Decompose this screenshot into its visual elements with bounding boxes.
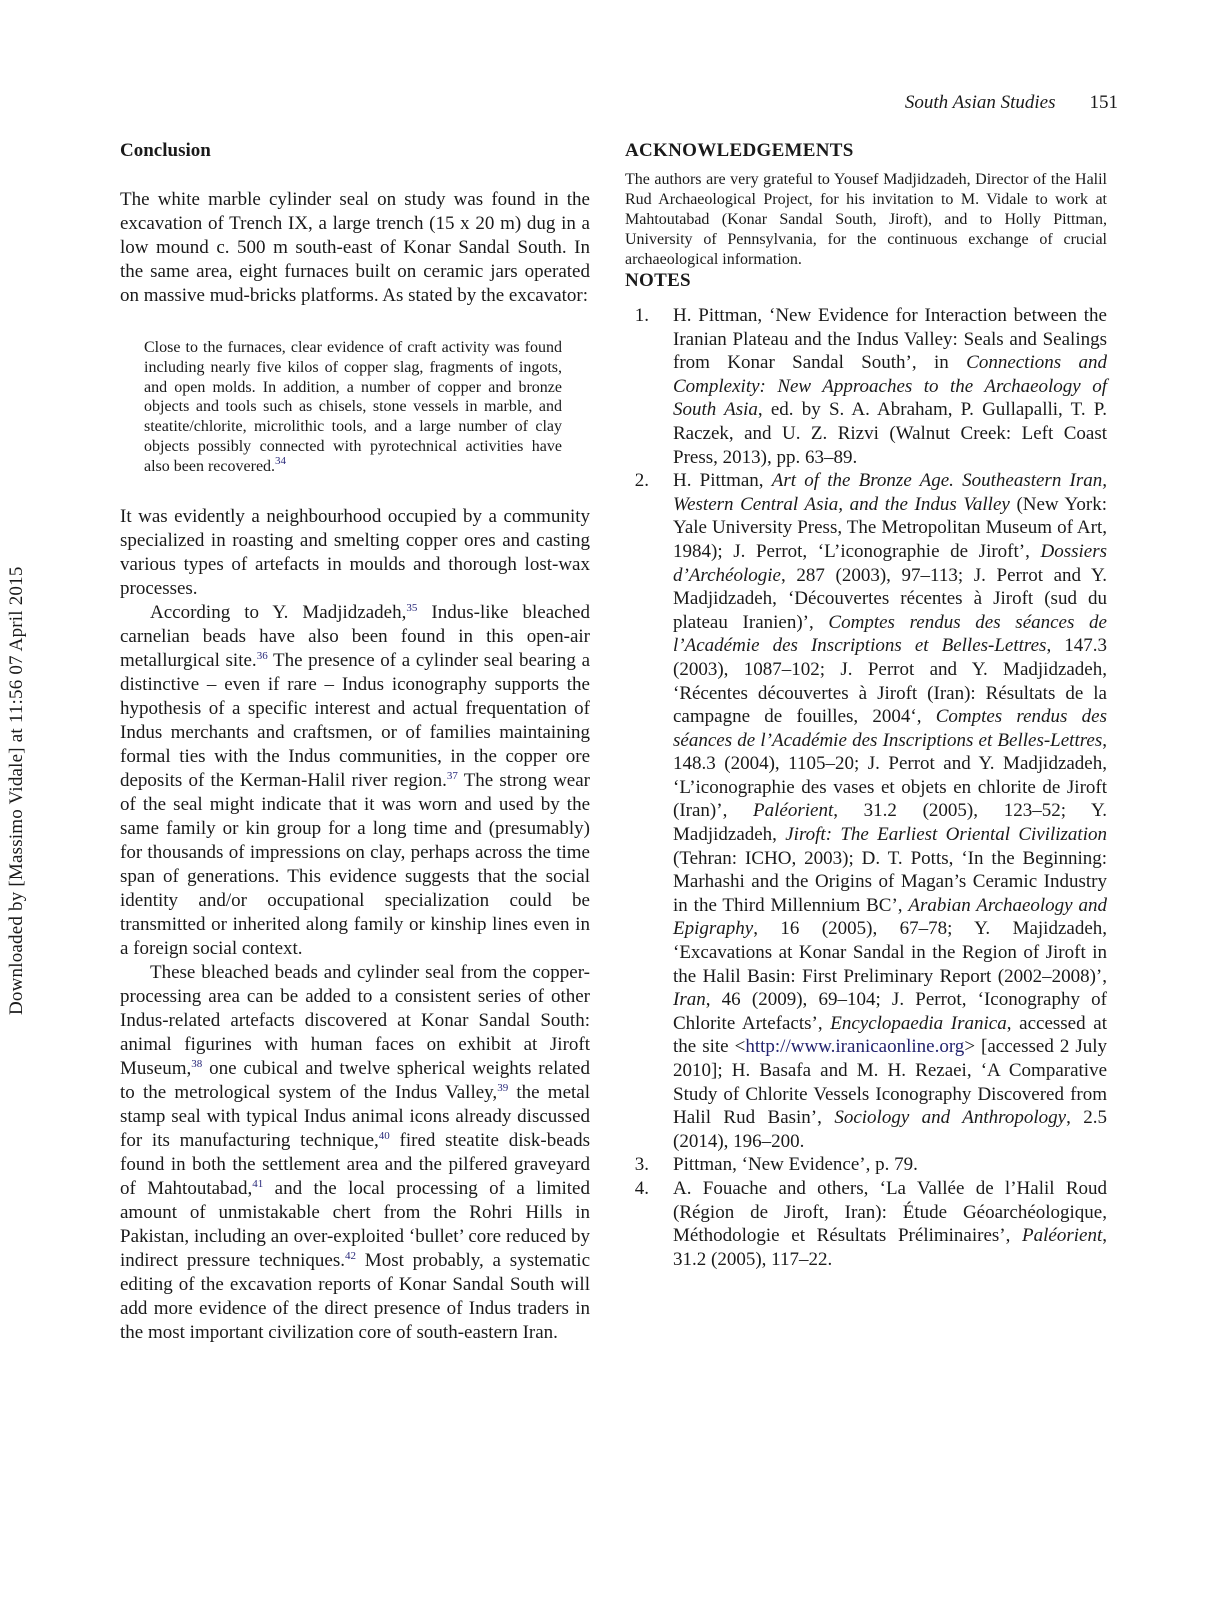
conclusion-paragraph-1: The white marble cylinder seal on study was found in the excavation of Trench IX, a large trench (15 x 20 m) dug in a low mound c. 500 m south-east of Konar Sandal South. In the same area, eight furnaces built on ceramic jars operated on massive mud-bricks platforms. As stated by the excavator: [120,189,590,306]
text-run: , 31.2 (2005), 117–22. [673,1225,1107,1270]
footnote-ref[interactable]: 37 [446,769,458,782]
italic-title: Comptes rendus des séances de l’Académie des Inscriptions et Belles-Lettres [673,706,1108,751]
italic-title: Sociology and Anthropology [834,1107,1067,1129]
footnote-ref[interactable]: 40 [378,1129,390,1142]
text-run: , 147.3 (2003), 1087–102; J. Perrot and Y. Madjidzadeh, ‘Récentes découvertes à Jiroft (Iran): Résultats de la campagne de fouilles, 2004‘, [673,635,1108,728]
footnote-ref[interactable]: 42 [344,1249,356,1262]
text-run: The presence of a cylinder seal bearing a distinctive – even if rare – Indus iconography supports the hypothesis of a specific interest and actual frequentation of Indus merchants and craftsmen, or of families maintaining formal ties with the Indus communities, in the copper ore deposits of the Kerman-Halil river region. [120,649,591,791]
conclusion-paragraph-3 [120,601,590,961]
italic-title: Iran [673,989,706,1011]
note-item [625,1177,1107,1271]
excavator-quote [144,338,562,477]
italic-title: Connections and Complexity: New Approaches to the Archaeology of South Asia [673,352,1107,421]
italic-title: Art of the Bronze Age. Southeastern Iran, Western Central Asia, and the Indus Valley [673,470,1107,515]
text-run: A. Fouache and others, ‘La Vallée de l’Halil Roud (Région de Jiroft, Iran): Étude Géoarchéologique, Méthodologie et Résultats Préliminaires’, [673,1177,1107,1247]
footnote-ref[interactable]: 39 [497,1081,509,1094]
download-watermark: Downloaded by [Massimo Vidale] at 11:56 07 April 2015 [6,566,27,1015]
text-run: the metal stamp seal with typical Indus animal icons already discussed for its manufacturing technique, [120,1081,591,1151]
right-column [625,140,1108,1271]
text-run: > [accessed 2 July 2010]; H. Basafa and M. H. Rezaei, ‘A Comparative Study of Chlorite Vessels Iconography Discovered from Halil Rud Basin’, [673,1036,1108,1129]
text-run: , 46 (2009), 69–104; J. Perrot, ‘Iconography of Chlorite Artefacts’, [673,989,1107,1034]
note-number: 2. [634,470,649,492]
conclusion-paragraph-4 [120,961,590,1345]
text-run: , 31.2 (2005), 123–52; Y. Madjidzadeh, [673,800,1107,846]
italic-title: Paléorient [753,800,834,822]
text-run: , ed. by S. A. Abraham, P. Gullapalli, T. P. Raczek, and U. Z. Rizvi (Walnut Creek: Left Coast Press, 2013), pp. 63–89. [673,399,1108,468]
footnote-ref[interactable]: 36 [256,649,268,662]
notes-heading: NOTES [625,270,691,291]
note-item [625,1153,1107,1177]
running-head [905,92,1118,114]
iranica-link[interactable]: http://www.iranicaonline.org [745,1036,965,1058]
note-number: 4. [634,1177,649,1199]
text-run: , 287 (2003), 97–113; J. Perrot and Y. Madjidzadeh, ‘Découvertes récentes à Jiroft (sud du plateau Iranien)’, [673,564,1107,633]
notes-list [625,304,1107,1271]
italic-title: Dossiers d’Archéologie [673,540,1107,586]
footnote-ref[interactable]: 38 [191,1057,203,1070]
text-run: , 2.5 (2014), 196–200. [673,1107,1107,1152]
text-run: fired steatite disk-beads found in both the settlement area and the pilfered graveyard of Mahtoutabad, [120,1129,590,1199]
italic-title: Paléorient [1022,1225,1103,1247]
text-run: , accessed at the site < [673,1012,1107,1058]
footnote-ref[interactable]: 35 [406,601,418,614]
italic-title: Jiroft: The Earliest Oriental Civilization [785,824,1107,846]
conclusion-heading: Conclusion [120,140,211,161]
text-run: and the local processing of a limited amount of unmistakable chert from the Rohri Hills in Pakistan, including an over-exploited ‘bullet’ core reduced by indirect pressure techniques. [120,1177,590,1271]
journal-title: South Asian Studies [904,92,1056,113]
text-run: , 148.3 (2004), 1105–20; J. Perrot and Y. Madjidzadeh, ‘L’iconographie des vases et objets en chlorite de Jiroft (Iran)’, [673,729,1107,822]
italic-title: Encyclopaedia Iranica [830,1012,1007,1034]
footnote-ref[interactable]: 41 [252,1177,264,1190]
acknowledgements-heading: ACKNOWLEDGEMENTS [625,140,854,161]
italic-title: Arabian Archaeology and Epigraphy [673,894,1107,940]
text-run: , 16 (2005), 67–78; Y. Majidzadeh, ‘Excavations at Konar Sandal in the Region of Jiroft in the Halil Basin: First Preliminary Report (2002–2008)’, [673,918,1107,987]
note-number: 3. [634,1154,649,1176]
text-run: one cubical and twelve spherical weights related to the metrological system of the Indus Valley, [120,1057,590,1103]
quote-text: Close to the furnaces, clear evidence of craft activity was found including nearly five kilos of copper slag, fragments of ingots, and open molds. In addition, a number of copper and bronze objects and tools such as chisels, stone vessels in marble, and steatite/chlorite, microlithic tools, and a large number of clay objects possibly connected with pyrotechnical activities have also been recovered. [144,339,562,475]
page-number: 151 [1089,92,1118,113]
text-run: (New York: Yale University Press, The Metropolitan Museum of Art, 1984); J. Perrot, ‘L’iconographie de Jiroft’, [673,493,1107,562]
text-run: Indus-like bleached carnelian beads have also been found in this open-air metallurgical site. [120,601,590,671]
note-item [625,469,1107,1153]
note-item [625,304,1107,469]
text-run: These bleached beads and cylinder seal from the copper-processing area can be added to a consistent series of other Indus-related artefacts discovered at Konar Sandal South: animal figurines with human faces on exhibit at Jiroft Museum, [120,961,590,1079]
italic-title: Comptes rendus des séances de l’Académie des Inscriptions et Belles-Lettres [673,611,1107,657]
text-run: H. Pittman, [673,470,772,492]
acknowledgements-text: The authors are very grateful to Yousef Madjidzadeh, Director of the Halil Rud Archaeological Project, for his invitation to M. Vidale to work at Mahtoutabad (Konar Sandal South, Jiroft), and to Holly Pittman, University of Pennsylvania, for the continuous exchange of crucial archaeological information. [625,171,1107,268]
text-run: Most probably, a systematic editing of the excavation reports of Konar Sandal South will add more evidence of the direct presence of Indus traders in the most important civilization core of south-eastern Iran. [120,1249,591,1343]
text-run: H. Pittman, ‘New Evidence for Interaction between the Iranian Plateau and the Indus Valley: Seals and Sealings from Konar Sandal South’, in [673,305,1107,374]
conclusion-paragraph-2: It was evidently a neighbourhood occupied by a community specialized in roasting and smelting copper ores and casting various types of artefacts in moulds and thorough lost-wax processes. [120,505,590,599]
text-run: According to Y. Madjidzadeh, [150,601,407,623]
footnote-ref[interactable]: 34 [275,454,287,467]
text-run: (Tehran: ICHO, 2003); D. T. Potts, ‘In the Beginning: Marhashi and the Origins of Magan’s Ceramic Industry in the Third Millennium BC’, [673,847,1107,916]
text-run: Pittman, ‘New Evidence’, p. 79. [673,1154,918,1176]
text-run: The strong wear of the seal might indicate that it was worn and used by the same family or kin group for a long time and (presumably) for thousands of impressions on clay, perhaps across the time span of generations. This evidence suggests that the social identity and/or occupational specialization could be transmitted or inherited along family or kinship lines even in a foreign social context. [120,769,590,959]
left-column [120,140,590,1345]
note-number: 1. [634,305,649,326]
